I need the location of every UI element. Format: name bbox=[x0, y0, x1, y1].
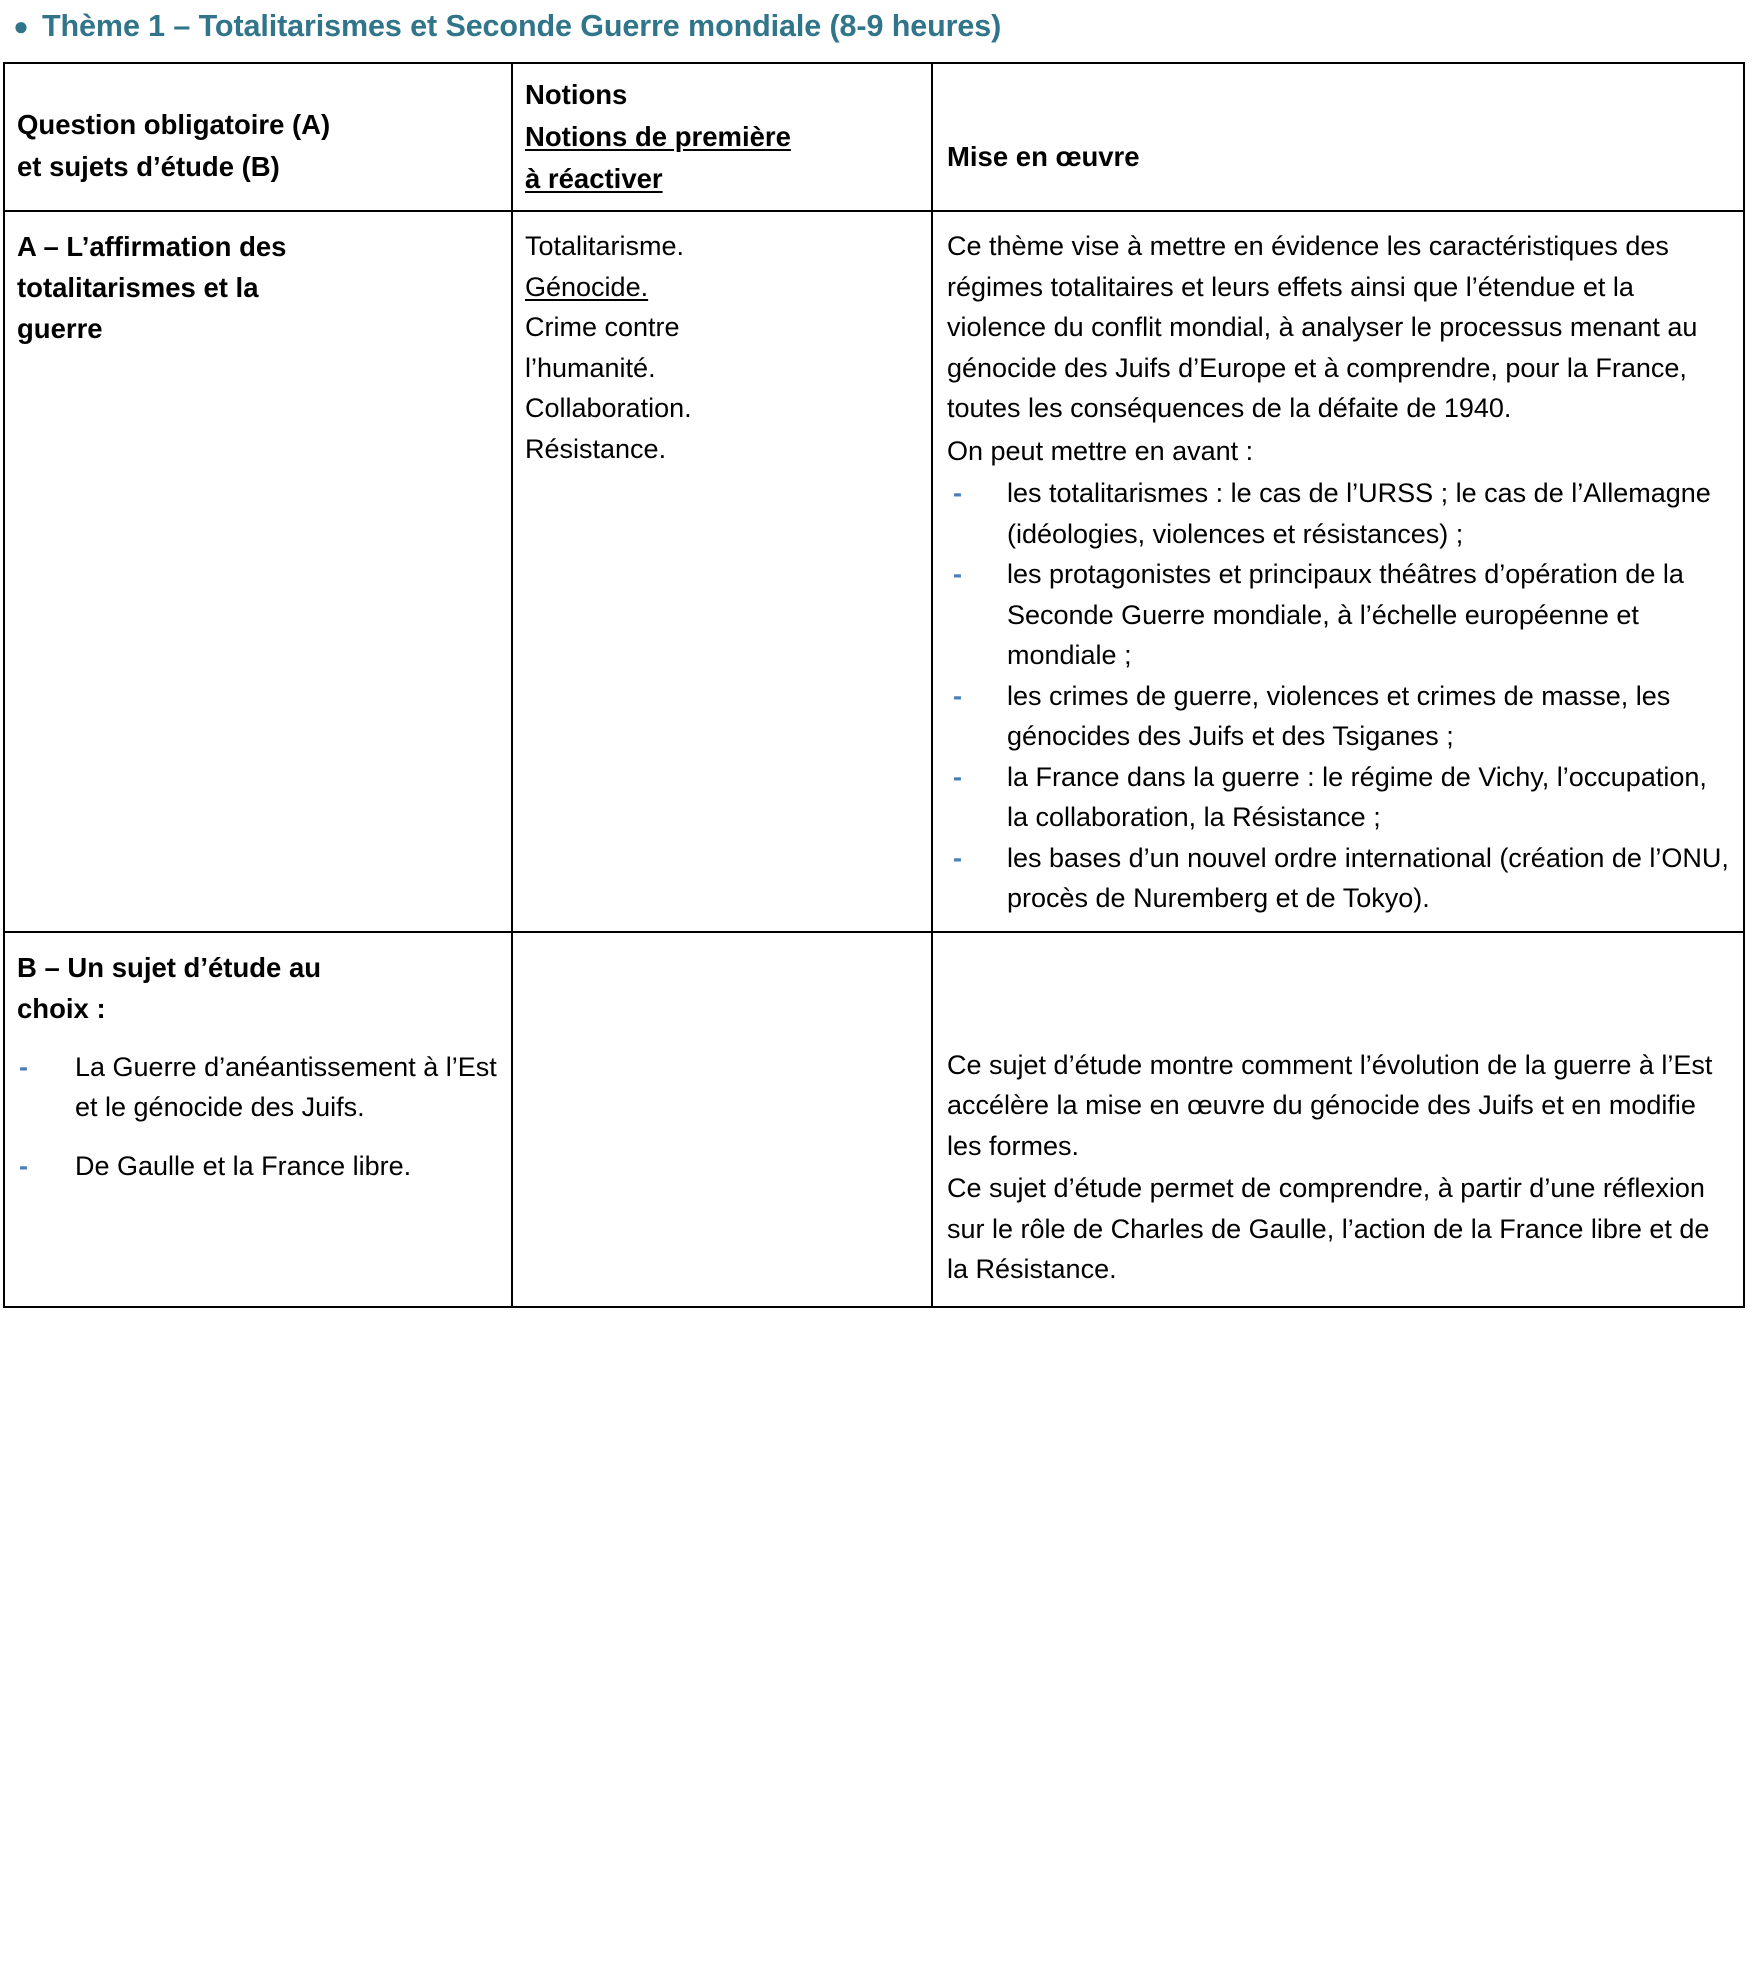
header-notions-line2: Notions de première bbox=[525, 121, 791, 152]
list-item-text: la France dans la guerre : le régime de Vichy, l’occupation, la collaboration, la Résistance ; bbox=[1007, 761, 1707, 832]
header-notions-line3: à réactiver bbox=[525, 163, 663, 194]
list-item bbox=[17, 1146, 499, 1187]
dash-icon: - bbox=[953, 478, 962, 508]
notion-item: l’humanité. bbox=[525, 352, 656, 383]
row-b-title-line1: B – Un sujet d’étude au bbox=[17, 951, 322, 983]
row-a-notions-cell bbox=[512, 211, 932, 932]
list-item bbox=[947, 838, 1729, 919]
list-item bbox=[947, 757, 1729, 838]
bullet-icon: ● bbox=[13, 11, 29, 41]
programme-table bbox=[3, 62, 1745, 1308]
notion-item: Collaboration. bbox=[525, 393, 692, 423]
list-item-text: La Guerre d’anéantissement à l’Est et le génocide des Juifs. bbox=[75, 1051, 497, 1122]
row-b-paragraph-2: Ce sujet d’étude permet de comprendre, à partir d’une réflexion sur le rôle de Charles de Gaulle, l’action de la France libre et de la Résistance. bbox=[947, 1173, 1710, 1284]
row-b-paragraph-1: Ce sujet d’étude montre comment l’évolution de la guerre à l’Est accélère la mise en œuvre du génocide des Juifs et en modifie les formes. bbox=[947, 1049, 1713, 1161]
header-cell-question bbox=[4, 63, 512, 211]
row-a-bullet-list bbox=[947, 473, 1729, 919]
list-item-text: les totalitarismes : le cas de l’URSS ; le cas de l’Allemagne (idéologies, violences et résistances) ; bbox=[1007, 478, 1711, 549]
list-item-text: De Gaulle et la France libre. bbox=[75, 1150, 412, 1181]
list-item-text: les protagonistes et principaux théâtres d’opération de la Seconde Guerre mondiale, à l’échelle européenne et mondiale ; bbox=[1007, 559, 1684, 670]
table-row bbox=[4, 211, 1744, 932]
header-cell-notions bbox=[512, 63, 932, 211]
header-question-line1: Question obligatoire (A) bbox=[17, 109, 331, 140]
row-b-bullet-list bbox=[17, 1047, 499, 1187]
row-a-lead-in: On peut mettre en avant : bbox=[947, 435, 1254, 466]
row-b-title-line2: choix : bbox=[17, 992, 106, 1024]
header-question-line2: et sujets d’étude (B) bbox=[17, 151, 280, 182]
list-item-text: les crimes de guerre, violences et crimes de masse, les génocides des Juifs et des Tsiganes ; bbox=[1007, 680, 1671, 751]
list-item bbox=[947, 554, 1729, 676]
notion-item: Résistance. bbox=[525, 433, 667, 464]
table-header-row bbox=[4, 63, 1744, 211]
header-mise-en-oeuvre: Mise en œuvre bbox=[947, 141, 1140, 172]
header-cell-mise-en-oeuvre bbox=[932, 63, 1744, 211]
row-a-question-cell bbox=[4, 211, 512, 932]
dash-icon: - bbox=[19, 1150, 28, 1181]
dash-icon: - bbox=[953, 680, 962, 711]
notion-item: Crime contre bbox=[525, 312, 680, 342]
row-b-question-cell bbox=[4, 932, 512, 1307]
row-b-notions-cell bbox=[512, 932, 932, 1307]
list-item-text: les bases d’un nouvel ordre international (création de l’ONU, procès de Nuremberg et de Tokyo). bbox=[1007, 842, 1729, 913]
notion-item: Totalitarisme. bbox=[525, 231, 685, 261]
row-a-title-line3: guerre bbox=[17, 313, 103, 344]
row-a-title-line1: A – L’affirmation des bbox=[17, 231, 287, 262]
list-item bbox=[947, 676, 1729, 757]
list-item bbox=[17, 1047, 499, 1128]
row-a-mise-en-oeuvre-cell bbox=[932, 211, 1744, 932]
list-item bbox=[947, 473, 1729, 554]
row-a-intro-paragraph: Ce thème vise à mettre en évidence les caractéristiques des régimes totalitaires et leurs effets ainsi que l’étendue et la violence du conflit mondial, à analyser le processus menant au génocide des Juifs d’Europe et à comprendre, pour la France, toutes les conséquences de la défaite de 1940. bbox=[947, 231, 1698, 423]
dash-icon: - bbox=[953, 559, 962, 589]
dash-icon: - bbox=[953, 842, 962, 873]
row-b-mise-en-oeuvre-cell bbox=[932, 932, 1744, 1307]
header-notions-line1: Notions bbox=[525, 79, 628, 110]
dash-icon: - bbox=[19, 1051, 28, 1082]
notion-item-underlined: Génocide. bbox=[525, 271, 649, 302]
table-row bbox=[4, 932, 1744, 1307]
dash-icon: - bbox=[953, 761, 962, 792]
row-a-title-line2: totalitarismes et la bbox=[17, 272, 259, 303]
theme-heading bbox=[0, 0, 1752, 62]
page-title: Thème 1 – Totalitarismes et Seconde Guerre mondiale (8-9 heures) bbox=[42, 9, 1002, 43]
